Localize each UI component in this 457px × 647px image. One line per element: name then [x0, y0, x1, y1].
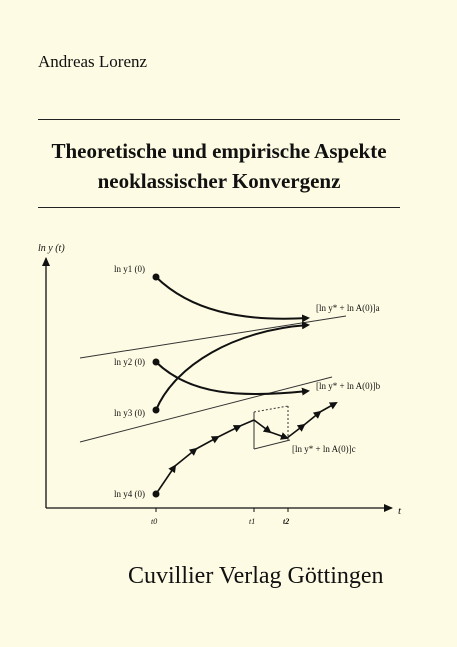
x-axis-label: t [398, 505, 402, 517]
start-point-y1 [153, 274, 160, 281]
bottom-rule [38, 207, 400, 208]
tick-label-t2: t2 [283, 517, 290, 526]
title-line-2: neoklassischer Konvergenz [97, 169, 341, 193]
label-ln-y1: ln y1 (0) [114, 264, 145, 274]
label-ln-y3: ln y3 (0) [114, 408, 145, 418]
top-rule [38, 119, 400, 120]
path-ln-y3 [156, 325, 308, 410]
shock-line-top [254, 406, 288, 412]
label-steady-state-c: [ln y* + ln A(0)]c [292, 444, 356, 454]
tick-label-t1: t1 [249, 517, 256, 526]
convergence-diagram [0, 230, 457, 530]
label-steady-state-b: [ln y* + ln A(0)]b [316, 381, 381, 391]
label-ln-y2: ln y2 (0) [114, 357, 145, 367]
y-axis-label: ln y (t) [38, 243, 65, 254]
start-point-y2 [153, 359, 160, 366]
trend-line-shifted [254, 440, 290, 449]
title-line-1: Theoretische und empirische Aspekte [51, 139, 387, 163]
label-ln-y4: ln y4 (0) [114, 489, 145, 499]
start-point-y3 [153, 407, 160, 414]
publisher-name: Cuvillier Verlag Göttingen [128, 563, 384, 589]
book-title [38, 136, 400, 196]
tick-label-t0: t0 [151, 517, 158, 526]
author-name: Andreas Lorenz [38, 52, 148, 71]
path-ln-y1 [156, 277, 308, 319]
label-steady-state-a: [ln y* + ln A(0)]a [316, 303, 380, 313]
